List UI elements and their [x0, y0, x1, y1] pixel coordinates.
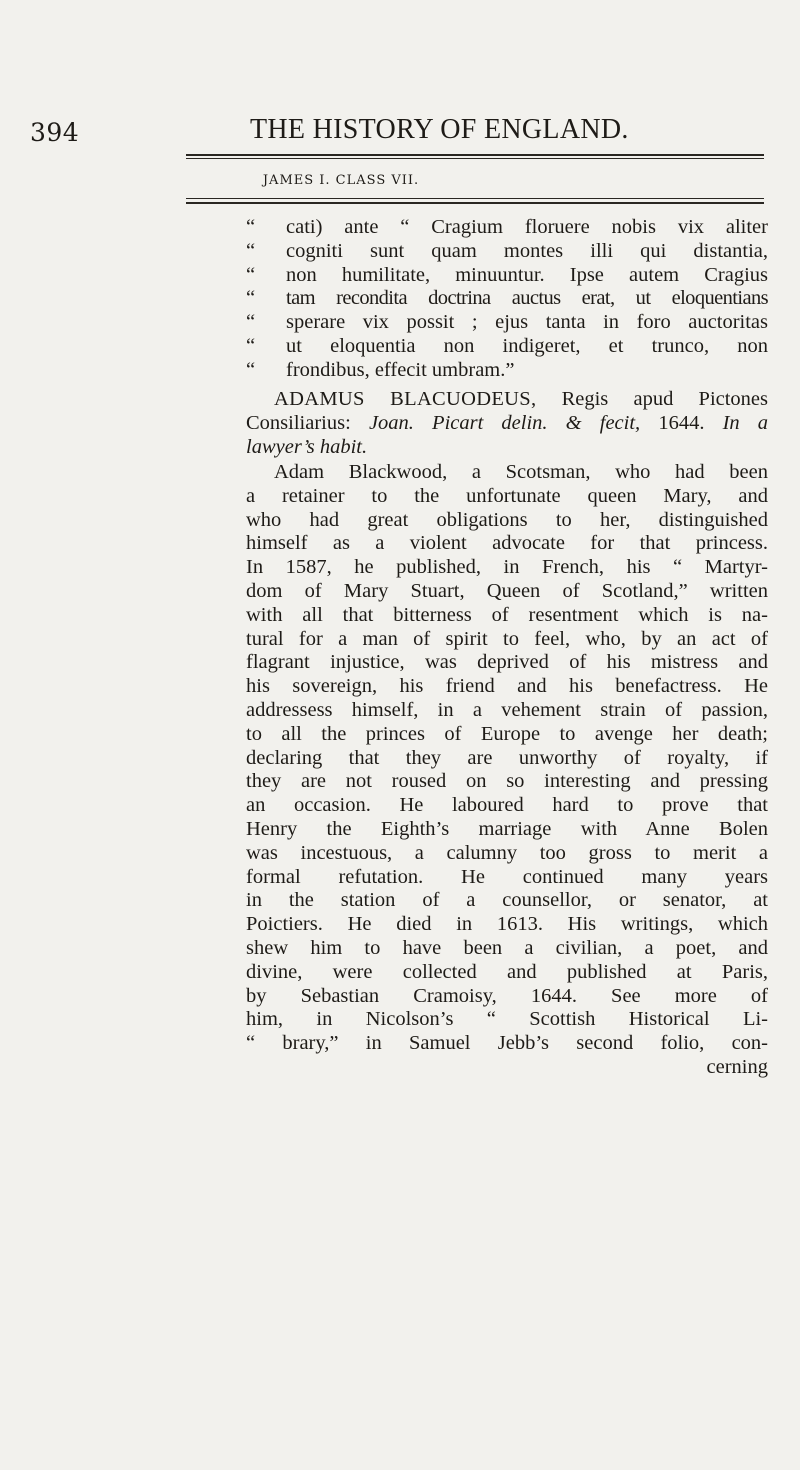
body-line: declaring that they are unworthy of royalty, if [246, 746, 768, 769]
body-line: his sovereign, his friend and his benefactress. He [246, 675, 768, 698]
portrait-subject-name: ADAMUS BLACUODEUS, [274, 388, 537, 410]
quote-line [246, 335, 768, 359]
body-line: tural for a man of spirit to feel, who, by an act of [246, 627, 768, 650]
body-line: Poictiers. He died in 1613. His writings, which [246, 913, 768, 936]
body-line: in the station of a counsellor, or senator, at [246, 889, 768, 912]
body-line: to all the princes of Europe to avenge her death; [246, 722, 768, 745]
catchword: cerning [706, 1055, 768, 1078]
portrait-artist: Joan. Picart delin. [368, 411, 548, 434]
body-line: a retainer to the unfortunate queen Mary, and [246, 484, 768, 507]
portrait-year: 1644. [658, 411, 705, 434]
body-line: flagrant injustice, was deprived of his mistress and [246, 651, 768, 674]
body-line: addressess himself, in a vehement strain of passion, [246, 698, 768, 721]
body-line: dom of Mary Stuart, Queen of Scotland,” written [246, 579, 768, 602]
quote-mark: “ [246, 334, 256, 357]
class-heading: JAMES I. CLASS VII. [262, 173, 420, 188]
portrait-entry [246, 388, 768, 459]
body-line: an occasion. He laboured hard to prove that [246, 794, 768, 817]
quote-line [246, 240, 768, 264]
quote-mark: “ [246, 216, 256, 238]
body-line: who had great obligations to her, distinguished [246, 508, 768, 531]
portrait-entry-line [246, 388, 768, 412]
body-line: Adam Blackwood, a Scotsman, who had been [274, 461, 768, 483]
body-line: with all that bitterness of resentment which is na- [246, 603, 768, 626]
quote-mark: “ [246, 287, 256, 310]
header-rule-top [186, 154, 764, 156]
quote-mark: “ [246, 311, 256, 334]
quote-text: cati) ante “ Cragium floruere nobis vix aliter [286, 216, 768, 238]
body-line: shew him to have been a civilian, a poet, and [246, 936, 768, 959]
header-rule-top-thin [186, 158, 764, 159]
quote-text: ut eloquentia non indigeret, et trunco, non [286, 334, 768, 357]
body-line: was incestuous, a calumny too gross to merit a [246, 841, 768, 864]
quote-mark: “ [246, 358, 256, 381]
body-line: him, in Nicolson’s “ Scottish Historical Li- [246, 1008, 768, 1031]
portrait-fecit: fecit, [599, 411, 641, 434]
header-rule-bottom [186, 202, 764, 204]
page-number: 394 [30, 118, 80, 147]
quote-mark: “ [246, 239, 256, 262]
quote-line [246, 359, 768, 383]
body-line: they are not roused on so interesting and pressing [246, 770, 768, 793]
biography-paragraph [246, 461, 768, 1080]
portrait-subject-title: Regis apud Pictones [561, 388, 769, 410]
quote-text: non humilitate, minuuntur. Ipse autem Cragius [286, 263, 768, 286]
running-title: THE HISTORY OF ENGLAND. [250, 114, 629, 145]
quote-mark: “ [246, 263, 256, 286]
quote-text: frondibus, effecit umbram.” [286, 358, 515, 381]
portrait-entry-line [246, 436, 768, 460]
portrait-office: Consiliarius: [246, 411, 351, 434]
body-line: himself as a violent advocate for that princess. [246, 532, 768, 555]
quote-line [246, 287, 768, 311]
quote-text: cogniti sunt quam montes illi qui distantia, [286, 239, 768, 262]
body-line: In 1587, he published, in French, his “ Martyr- [246, 556, 768, 579]
portrait-habit-end: lawyer’s habit. [246, 435, 368, 458]
quote-text: tam recondita doctrina auctus erat, ut eloquentians [286, 287, 768, 310]
portrait-habit-start: In a [722, 411, 769, 434]
portrait-entry-line [246, 412, 768, 436]
body-line: by Sebastian Cramoisy, 1644. See more of [246, 984, 768, 1007]
quote-line [246, 216, 768, 240]
body-line: divine, were collected and published at Paris, [246, 960, 768, 983]
header-rule-bottom-thin [186, 198, 764, 199]
quote-line [246, 264, 768, 288]
quote-line [246, 311, 768, 335]
latin-quotation [246, 216, 768, 383]
quote-text: sperare vix possit ; ejus tanta in foro auctoritas [286, 311, 768, 334]
body-line: Henry the Eighth’s marriage with Anne Bolen [246, 817, 768, 840]
body-line: “ brary,” in Samuel Jebb’s second folio, con- [246, 1032, 768, 1055]
portrait-ampersand: & [565, 411, 582, 434]
body-line: formal refutation. He continued many years [246, 865, 768, 888]
